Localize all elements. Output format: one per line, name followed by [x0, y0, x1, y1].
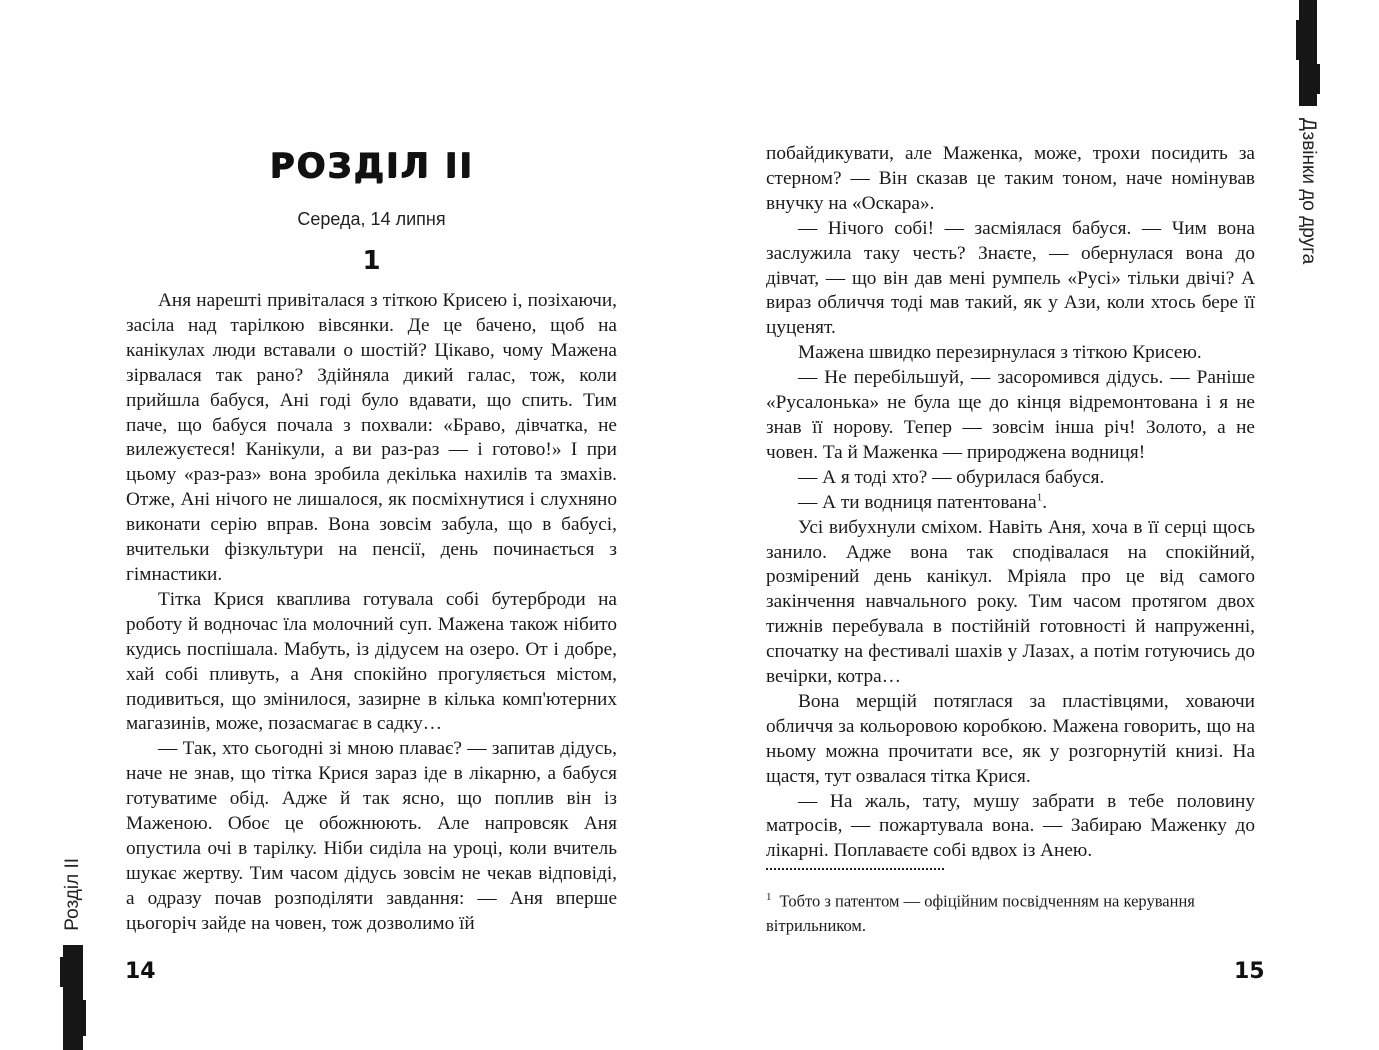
footnote-number: 1	[766, 891, 772, 903]
paragraph: — Нічого собі! — засміялася бабуся. — Чим вона заслужила таку честь? Знаєте, — обернулася вона до дівчат, — що він дав мені румпель «Русі» тільки двічі? А вираз обличчя тоді мав такий, як у Ази, коли хтось бере її цуценят.	[766, 217, 1255, 339]
page-number-left: 14	[125, 959, 156, 984]
right-running-header: Дзвінки до друга	[1298, 118, 1319, 265]
paragraph-text: — А ти водниця патентована	[798, 491, 1037, 513]
chapter-edge-marker	[1299, 0, 1317, 106]
right-page	[689, 0, 1379, 1050]
section-number: 1	[362, 246, 381, 276]
paragraph: Усі вибухнули сміхом. Навіть Аня, хоча в її серці щось занило. Адже вона так сподівалася на спокійний, розмірений день канікул. Мріяла про це від самого закінчення навчального року. Тим часом протягом двох тижнів перебувала в постійній готовності й напруженні, спочатку на фестивалі шахів у Лазах, а потім готуючись до вечірки, котра…	[766, 516, 1255, 688]
left-running-header: Розділ II	[62, 858, 83, 931]
left-page	[0, 0, 689, 1050]
paragraph: — А я тоді хто? — обурилася бабуся.	[798, 466, 1105, 488]
paragraph: — Не перебільшуй, — засоромився дідусь. — Раніше «Русалонька» не була ще до кінця відремонтована і я не знав її норову. Тепер — зовсім інша річ! Золото, а не човен. Та й Маженка — природжена водниця!	[766, 367, 1255, 463]
chapter-title: РОЗДІЛ II	[269, 146, 474, 186]
footnote	[766, 885, 1255, 938]
footnote-separator	[766, 868, 944, 870]
paragraph-text-end: .	[1042, 491, 1048, 513]
footnote-text: Тобто з патентом — офіційним посвідченням на керування вітрильником.	[766, 891, 1195, 935]
paragraph: Мажена швидко перезирнулася з тіткою Крисею.	[798, 342, 1202, 364]
chapter-date: Середа, 14 липня	[297, 209, 446, 229]
paragraph-with-footnote	[766, 491, 1255, 516]
paragraph: Вона мерщій потяглася за пластівцями, ховаючи обличчя за кольоровою коробкою. Мажена говорить, що на ньому можна прочитати все, як у розгорнутій книзі. На щастя, тут озвалася тітка Крися.	[766, 690, 1255, 787]
page-number-right: 15	[1234, 959, 1265, 984]
paragraph: — Так, хто сьогодні зі мною плаває? — запитав дідусь, наче не знав, що тітка Крися зараз іде в лікарню, а бабуся готуватиме обід. Адже й так ясно, що поплив він із Маженою. Обоє це обожнюють. Але напровсяк Аня опустила очі в тарілку. Ніби сиділа на уроці, коли вчитель шукає жертву. Тим часом дідусь зовсім не чекав відповіді, а одразу почав розподіляти завдання: — Аня вперше цьогоріч зайде на човен, тож дозволимо їй	[126, 738, 617, 934]
chapter-edge-marker	[63, 945, 83, 1050]
paragraph: — На жаль, тату, мушу забрати в тебе половину матросів, — пожартувала вона. — Забираю Маженку до лікарні. Поплаваєте собі вдвох із Анею.	[766, 790, 1255, 862]
paragraph: Тітка Крися кваплива готувала собі бутерброди на роботу й водночас їла молочний суп. Мажена також нібито кудись поспішала. Мабуть, із дідусем на озеро. От і добре, хай собі пливуть, а Аня спокійно прогуляється містом, подивиться, що змінилося, зазирне в кілька комп'ютерних магазинів, може, позасмагає в садку…	[126, 588, 617, 735]
footnote-reference: 1	[1036, 491, 1043, 504]
right-body-text	[766, 142, 1255, 864]
left-body-text	[126, 289, 617, 937]
paragraph-continuation: побайдикувати, але Маженка, може, трохи посидить за стерном? — Він сказав це таким тоном, наче номінував внучку на «Оскара».	[766, 143, 1255, 214]
paragraph: Аня нарешті привіталася з тіткою Крисею і, позіхаючи, засіла над тарілкою вівсянки. Де це бачено, щоб на канікулах люди вставали о шостій? Цікаво, чому Мажена зірвалася так рано? Здійняла дикий галас, тож, коли прийшла бабуся, Ані годі було вдавати, що спить. Тим паче, що бабуся почала з похвали: «Браво, дівчатка, не вилежуєтеся! Канікули, а ви раз-раз — і готово!» І при цьому «раз-раз» вона зробила декілька нахилів та змахів. Отже, Ані нічого не лишалося, як посміхнутися і слухняно виконати серію вправ. Вона зовсім забула, що в бабусі, вчительки фізкультури на пенсії, день починається з гімнастики.	[126, 290, 617, 585]
